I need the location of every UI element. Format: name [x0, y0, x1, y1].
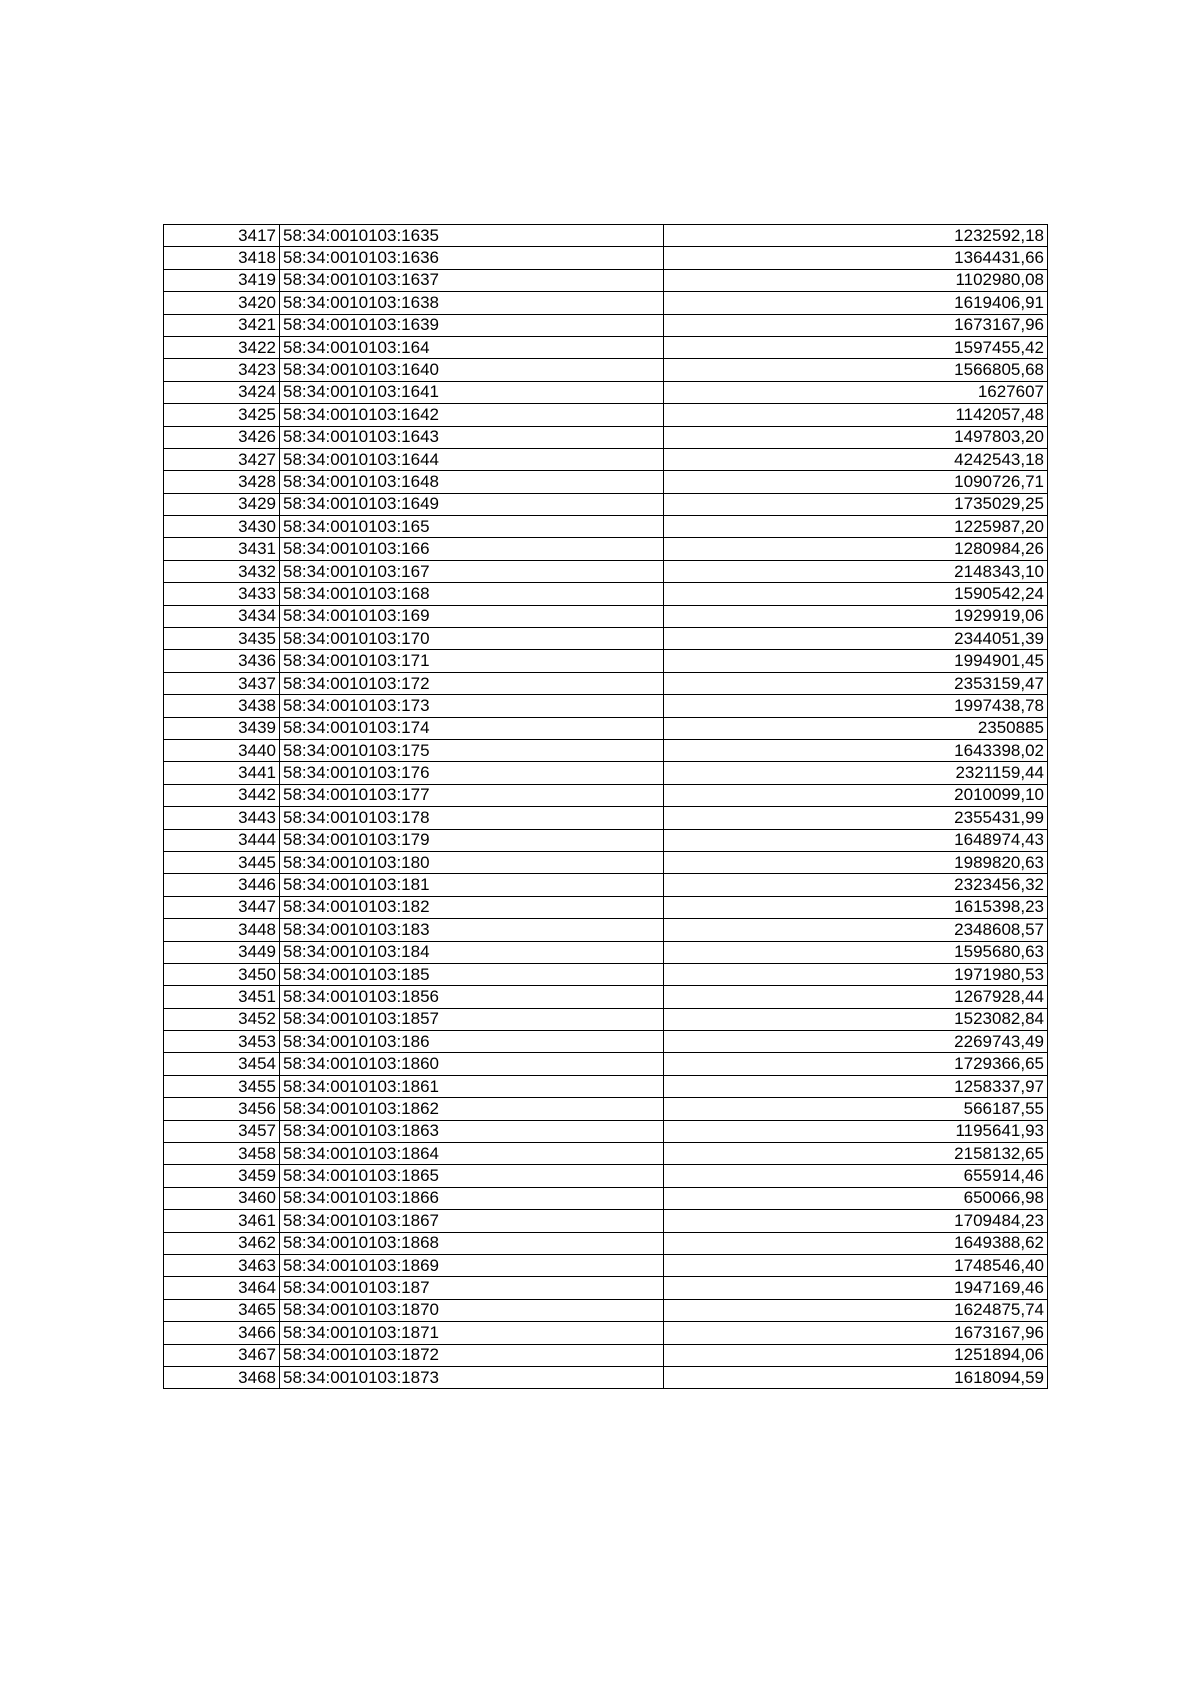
table-row	[164, 829, 1048, 851]
table-row	[164, 874, 1048, 896]
row-number-cell: 3468	[164, 1366, 280, 1388]
cadastral-number-cell: 58:34:0010103:173	[280, 695, 664, 717]
table-row	[164, 1210, 1048, 1232]
row-number-cell: 3431	[164, 538, 280, 560]
table-row	[164, 1299, 1048, 1321]
row-number-cell: 3420	[164, 292, 280, 314]
cadastral-number-cell: 58:34:0010103:187	[280, 1277, 664, 1299]
cadastral-value-cell: 2348608,57	[664, 919, 1048, 941]
cadastral-value-cell: 1225987,20	[664, 516, 1048, 538]
cadastral-value-cell: 1624875,74	[664, 1299, 1048, 1321]
cadastral-number-cell: 58:34:0010103:1642	[280, 404, 664, 426]
cadastral-number-cell: 58:34:0010103:169	[280, 605, 664, 627]
table-body	[164, 225, 1048, 1389]
cadastral-value-cell: 2344051,39	[664, 628, 1048, 650]
cadastral-number-cell: 58:34:0010103:167	[280, 560, 664, 582]
table-row	[164, 538, 1048, 560]
row-number-cell: 3465	[164, 1299, 280, 1321]
cadastral-value-cell: 2148343,10	[664, 560, 1048, 582]
table-row	[164, 1120, 1048, 1142]
cadastral-number-cell: 58:34:0010103:183	[280, 919, 664, 941]
cadastral-number-cell: 58:34:0010103:1856	[280, 986, 664, 1008]
cadastral-value-cell: 1258337,97	[664, 1075, 1048, 1097]
table-row	[164, 1008, 1048, 1030]
cadastral-value-cell: 1673167,96	[664, 314, 1048, 336]
cadastral-value-cell: 1994901,45	[664, 650, 1048, 672]
cadastral-number-cell: 58:34:0010103:1636	[280, 247, 664, 269]
cadastral-number-cell: 58:34:0010103:1873	[280, 1366, 664, 1388]
cadastral-value-cell: 1643398,02	[664, 739, 1048, 761]
row-number-cell: 3429	[164, 493, 280, 515]
cadastral-value-cell: 1195641,93	[664, 1120, 1048, 1142]
row-number-cell: 3424	[164, 381, 280, 403]
cadastral-value-cell: 1597455,42	[664, 336, 1048, 358]
table-row	[164, 1098, 1048, 1120]
cadastral-number-cell: 58:34:0010103:1638	[280, 292, 664, 314]
row-number-cell: 3455	[164, 1075, 280, 1097]
table-row	[164, 896, 1048, 918]
table-row	[164, 225, 1048, 247]
cadastral-number-cell: 58:34:0010103:178	[280, 807, 664, 829]
cadastral-number-cell: 58:34:0010103:165	[280, 516, 664, 538]
cadastral-number-cell: 58:34:0010103:1649	[280, 493, 664, 515]
row-number-cell: 3432	[164, 560, 280, 582]
cadastral-number-cell: 58:34:0010103:1862	[280, 1098, 664, 1120]
cadastral-value-cell: 1595680,63	[664, 941, 1048, 963]
row-number-cell: 3417	[164, 225, 280, 247]
cadastral-value-cell: 1735029,25	[664, 493, 1048, 515]
cadastral-value-cell: 1649388,62	[664, 1232, 1048, 1254]
table-row	[164, 672, 1048, 694]
row-number-cell: 3462	[164, 1232, 280, 1254]
cadastral-value-cell: 1947169,46	[664, 1277, 1048, 1299]
table-row	[164, 1322, 1048, 1344]
row-number-cell: 3436	[164, 650, 280, 672]
cadastral-value-cell: 655914,46	[664, 1165, 1048, 1187]
cadastral-number-cell: 58:34:0010103:1867	[280, 1210, 664, 1232]
table-row	[164, 404, 1048, 426]
cadastral-number-cell: 58:34:0010103:176	[280, 762, 664, 784]
document-page	[163, 224, 1047, 1389]
row-number-cell: 3464	[164, 1277, 280, 1299]
cadastral-number-cell: 58:34:0010103:174	[280, 717, 664, 739]
cadastral-value-cell: 1251894,06	[664, 1344, 1048, 1366]
table-row	[164, 1232, 1048, 1254]
row-number-cell: 3453	[164, 1031, 280, 1053]
cadastral-value-cell: 1142057,48	[664, 404, 1048, 426]
cadastral-number-cell: 58:34:0010103:1870	[280, 1299, 664, 1321]
cadastral-value-cell: 1523082,84	[664, 1008, 1048, 1030]
cadastral-number-cell: 58:34:0010103:166	[280, 538, 664, 560]
table-row	[164, 381, 1048, 403]
table-row	[164, 336, 1048, 358]
cadastral-number-cell: 58:34:0010103:1864	[280, 1143, 664, 1165]
table-row	[164, 762, 1048, 784]
cadastral-number-cell: 58:34:0010103:172	[280, 672, 664, 694]
table-row	[164, 963, 1048, 985]
cadastral-number-cell: 58:34:0010103:184	[280, 941, 664, 963]
cadastral-value-cell: 1929919,06	[664, 605, 1048, 627]
cadastral-value-cell: 1627607	[664, 381, 1048, 403]
cadastral-value-cell: 1618094,59	[664, 1366, 1048, 1388]
table-row	[164, 560, 1048, 582]
cadastral-value-cell: 1497803,20	[664, 426, 1048, 448]
row-number-cell: 3445	[164, 851, 280, 873]
table-row	[164, 1031, 1048, 1053]
cadastral-number-cell: 58:34:0010103:180	[280, 851, 664, 873]
row-number-cell: 3447	[164, 896, 280, 918]
row-number-cell: 3435	[164, 628, 280, 650]
cadastral-value-cell: 1090726,71	[664, 471, 1048, 493]
cadastral-number-cell: 58:34:0010103:181	[280, 874, 664, 896]
row-number-cell: 3452	[164, 1008, 280, 1030]
row-number-cell: 3421	[164, 314, 280, 336]
row-number-cell: 3433	[164, 583, 280, 605]
table-row	[164, 1366, 1048, 1388]
cadastral-value-cell: 1267928,44	[664, 986, 1048, 1008]
table-row	[164, 292, 1048, 314]
cadastral-number-cell: 58:34:0010103:1648	[280, 471, 664, 493]
cadastral-number-cell: 58:34:0010103:186	[280, 1031, 664, 1053]
cadastral-number-cell: 58:34:0010103:182	[280, 896, 664, 918]
row-number-cell: 3434	[164, 605, 280, 627]
cadastral-value-cell: 1997438,78	[664, 695, 1048, 717]
cadastral-value-table	[163, 224, 1048, 1389]
cadastral-value-cell: 1590542,24	[664, 583, 1048, 605]
cadastral-value-cell: 1280984,26	[664, 538, 1048, 560]
row-number-cell: 3428	[164, 471, 280, 493]
row-number-cell: 3457	[164, 1120, 280, 1142]
table-row	[164, 493, 1048, 515]
row-number-cell: 3450	[164, 963, 280, 985]
row-number-cell: 3444	[164, 829, 280, 851]
cadastral-number-cell: 58:34:0010103:1637	[280, 269, 664, 291]
cadastral-value-cell: 1709484,23	[664, 1210, 1048, 1232]
table-row	[164, 314, 1048, 336]
cadastral-value-cell: 1102980,08	[664, 269, 1048, 291]
row-number-cell: 3438	[164, 695, 280, 717]
cadastral-number-cell: 58:34:0010103:1857	[280, 1008, 664, 1030]
table-row	[164, 1344, 1048, 1366]
table-row	[164, 1254, 1048, 1276]
table-row	[164, 986, 1048, 1008]
cadastral-number-cell: 58:34:0010103:164	[280, 336, 664, 358]
cadastral-value-cell: 2269743,49	[664, 1031, 1048, 1053]
cadastral-value-cell: 1364431,66	[664, 247, 1048, 269]
row-number-cell: 3422	[164, 336, 280, 358]
cadastral-value-cell: 1566805,68	[664, 359, 1048, 381]
cadastral-number-cell: 58:34:0010103:1869	[280, 1254, 664, 1276]
cadastral-value-cell: 2355431,99	[664, 807, 1048, 829]
cadastral-number-cell: 58:34:0010103:168	[280, 583, 664, 605]
cadastral-value-cell: 1971980,53	[664, 963, 1048, 985]
cadastral-number-cell: 58:34:0010103:1865	[280, 1165, 664, 1187]
row-number-cell: 3460	[164, 1187, 280, 1209]
cadastral-number-cell: 58:34:0010103:175	[280, 739, 664, 761]
cadastral-value-cell: 2323456,32	[664, 874, 1048, 896]
row-number-cell: 3459	[164, 1165, 280, 1187]
table-row	[164, 247, 1048, 269]
cadastral-number-cell: 58:34:0010103:1866	[280, 1187, 664, 1209]
table-row	[164, 919, 1048, 941]
cadastral-value-cell: 566187,55	[664, 1098, 1048, 1120]
cadastral-number-cell: 58:34:0010103:1643	[280, 426, 664, 448]
cadastral-number-cell: 58:34:0010103:1860	[280, 1053, 664, 1075]
table-row	[164, 1143, 1048, 1165]
table-row	[164, 695, 1048, 717]
cadastral-value-cell: 4242543,18	[664, 448, 1048, 470]
row-number-cell: 3466	[164, 1322, 280, 1344]
row-number-cell: 3439	[164, 717, 280, 739]
cadastral-number-cell: 58:34:0010103:1871	[280, 1322, 664, 1344]
row-number-cell: 3456	[164, 1098, 280, 1120]
table-row	[164, 269, 1048, 291]
table-row	[164, 1277, 1048, 1299]
row-number-cell: 3419	[164, 269, 280, 291]
cadastral-number-cell: 58:34:0010103:185	[280, 963, 664, 985]
row-number-cell: 3418	[164, 247, 280, 269]
cadastral-value-cell: 2321159,44	[664, 762, 1048, 784]
cadastral-number-cell: 58:34:0010103:1644	[280, 448, 664, 470]
cadastral-value-cell: 1615398,23	[664, 896, 1048, 918]
row-number-cell: 3443	[164, 807, 280, 829]
table-row	[164, 359, 1048, 381]
table-row	[164, 628, 1048, 650]
cadastral-number-cell: 58:34:0010103:1640	[280, 359, 664, 381]
row-number-cell: 3461	[164, 1210, 280, 1232]
row-number-cell: 3451	[164, 986, 280, 1008]
row-number-cell: 3423	[164, 359, 280, 381]
row-number-cell: 3463	[164, 1254, 280, 1276]
cadastral-value-cell: 2353159,47	[664, 672, 1048, 694]
table-row	[164, 448, 1048, 470]
row-number-cell: 3448	[164, 919, 280, 941]
table-row	[164, 807, 1048, 829]
cadastral-number-cell: 58:34:0010103:1641	[280, 381, 664, 403]
table-row	[164, 739, 1048, 761]
row-number-cell: 3427	[164, 448, 280, 470]
cadastral-value-cell: 2010099,10	[664, 784, 1048, 806]
row-number-cell: 3454	[164, 1053, 280, 1075]
row-number-cell: 3446	[164, 874, 280, 896]
cadastral-value-cell: 1673167,96	[664, 1322, 1048, 1344]
table-row	[164, 717, 1048, 739]
row-number-cell: 3441	[164, 762, 280, 784]
row-number-cell: 3437	[164, 672, 280, 694]
table-row	[164, 516, 1048, 538]
cadastral-number-cell: 58:34:0010103:1863	[280, 1120, 664, 1142]
row-number-cell: 3458	[164, 1143, 280, 1165]
cadastral-value-cell: 650066,98	[664, 1187, 1048, 1209]
cadastral-number-cell: 58:34:0010103:1872	[280, 1344, 664, 1366]
table-row	[164, 1187, 1048, 1209]
row-number-cell: 3467	[164, 1344, 280, 1366]
table-row	[164, 851, 1048, 873]
table-row	[164, 650, 1048, 672]
cadastral-number-cell: 58:34:0010103:171	[280, 650, 664, 672]
cadastral-number-cell: 58:34:0010103:1868	[280, 1232, 664, 1254]
row-number-cell: 3442	[164, 784, 280, 806]
row-number-cell: 3425	[164, 404, 280, 426]
row-number-cell: 3430	[164, 516, 280, 538]
cadastral-value-cell: 1989820,63	[664, 851, 1048, 873]
cadastral-value-cell: 1748546,40	[664, 1254, 1048, 1276]
table-row	[164, 426, 1048, 448]
cadastral-value-cell: 1232592,18	[664, 225, 1048, 247]
cadastral-value-cell: 2158132,65	[664, 1143, 1048, 1165]
cadastral-number-cell: 58:34:0010103:1635	[280, 225, 664, 247]
cadastral-value-cell: 1648974,43	[664, 829, 1048, 851]
table-row	[164, 605, 1048, 627]
table-row	[164, 941, 1048, 963]
table-row	[164, 1053, 1048, 1075]
cadastral-value-cell: 2350885	[664, 717, 1048, 739]
row-number-cell: 3426	[164, 426, 280, 448]
table-row	[164, 583, 1048, 605]
table-row	[164, 471, 1048, 493]
cadastral-number-cell: 58:34:0010103:170	[280, 628, 664, 650]
cadastral-number-cell: 58:34:0010103:179	[280, 829, 664, 851]
table-row	[164, 1165, 1048, 1187]
cadastral-value-cell: 1619406,91	[664, 292, 1048, 314]
table-row	[164, 784, 1048, 806]
table-row	[164, 1075, 1048, 1097]
cadastral-number-cell: 58:34:0010103:1639	[280, 314, 664, 336]
row-number-cell: 3449	[164, 941, 280, 963]
cadastral-value-cell: 1729366,65	[664, 1053, 1048, 1075]
row-number-cell: 3440	[164, 739, 280, 761]
cadastral-number-cell: 58:34:0010103:1861	[280, 1075, 664, 1097]
cadastral-number-cell: 58:34:0010103:177	[280, 784, 664, 806]
